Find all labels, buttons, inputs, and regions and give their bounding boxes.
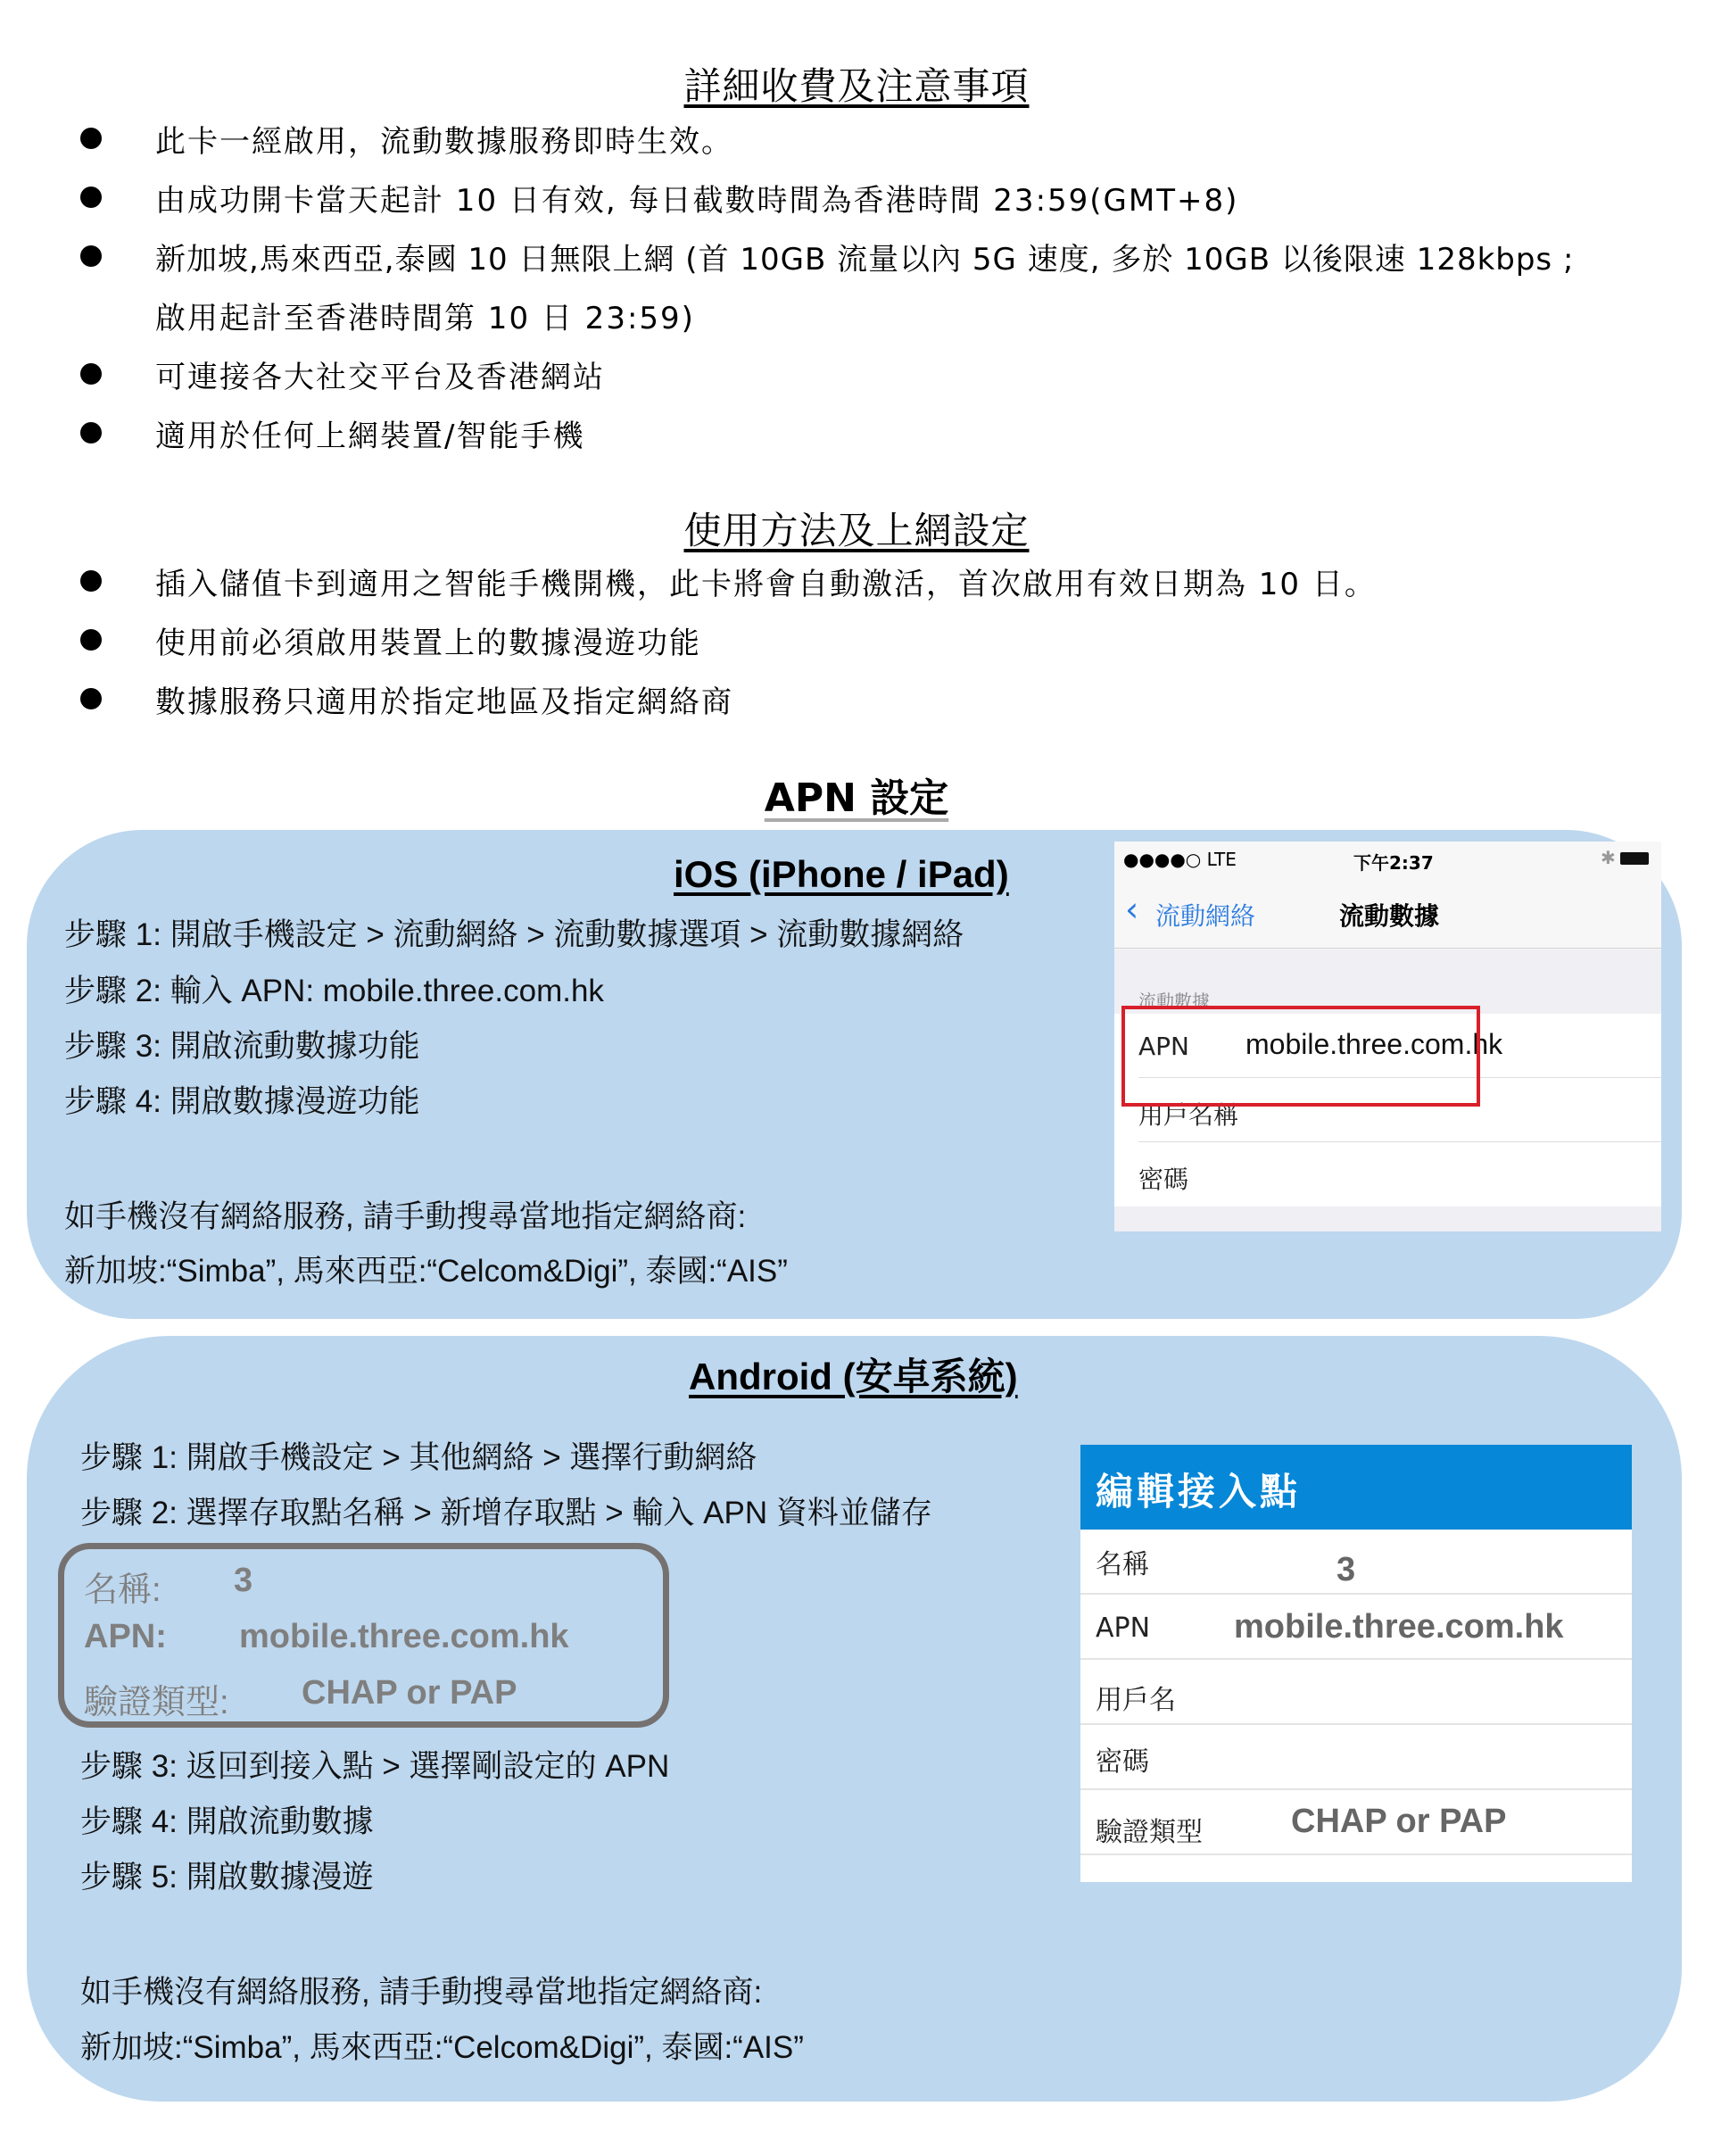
ios-network-note: 如手機沒有網絡服務, 請手動搜尋當地指定網絡商: — [64, 1199, 747, 1234]
nav-title: 流動數據 — [1339, 901, 1440, 931]
android-screenshot — [1080, 1445, 1632, 1882]
section-title-fees: 詳細收費及注意事項 — [683, 64, 1030, 108]
back-chevron-icon[interactable]: ‹ — [1125, 890, 1139, 929]
android-step-1: 步驟 1: 開啟手機設定 > 其他網絡 > 選擇行動網絡 — [80, 1440, 757, 1475]
auth-type-row[interactable]: 驗證類型 CHAP or PAP — [1080, 1790, 1632, 1855]
list-item-continuation: 啟用起計至香港時間第 10 日 23:59) — [155, 300, 695, 336]
android-step-5: 步驟 5: 開啟數據漫遊 — [80, 1860, 374, 1895]
bluetooth-icon: ✱ — [1601, 847, 1616, 868]
android-header-bar — [1080, 1445, 1632, 1530]
name-row[interactable]: 名稱 3 — [1080, 1530, 1632, 1595]
list-item: 數據服務只適用於指定地區及指定網絡商 — [80, 669, 1686, 728]
apn-row[interactable]: APN mobile.three.com.hk — [1114, 1014, 1661, 1078]
android-step-3: 步驟 3: 返回到接入點 > 選擇剛設定的 APN — [80, 1749, 670, 1784]
battery-icon — [1620, 852, 1649, 865]
bullet-icon — [80, 422, 102, 444]
list-item: 使用前必須啟用裝置上的數據漫遊功能 — [80, 610, 1686, 669]
bullet-icon — [80, 128, 102, 149]
bullet-icon — [80, 570, 102, 592]
android-operator-list: 新加坡:“Simba”, 馬來西亞:“Celcom&Digi”, 泰國:“AIS” — [80, 2030, 804, 2065]
android-header-title: 編輯接入點 — [1096, 1470, 1302, 1513]
bullet-icon — [80, 363, 102, 385]
ios-nav-bar — [1114, 877, 1661, 949]
ios-heading: iOS (iPhone / iPad) — [674, 853, 1009, 895]
fees-bullet-list — [80, 109, 1686, 462]
list-item: 此卡一經啟用，流動數據服務即時生效。 — [80, 109, 1686, 168]
apn-row[interactable]: APN mobile.three.com.hk — [1080, 1595, 1632, 1660]
ios-step-1: 步驟 1: 開啟手機設定 > 流動網絡 > 流動數據選項 > 流動數據網絡 — [64, 917, 964, 952]
android-step-4: 步驟 4: 開啟流動數據 — [80, 1804, 374, 1839]
apn-settings-title: APN 設定 — [764, 775, 949, 821]
bullet-icon — [80, 187, 102, 208]
list-item: 由成功開卡當天起計 10 日有效, 每日截數時間為香港時間 23:59(GMT+8) — [80, 168, 1686, 227]
list-item: 新加坡,馬來西亞,泰國 10 日無限上網 (首 10GB 流量以內 5G 速度, 多於 10GB 以後限速 128kbps ; — [80, 227, 1686, 286]
list-item: 插入儲值卡到適用之智能手機開機，此卡將會自動激活，首次啟用有效日期為 10 日。 — [80, 551, 1686, 610]
username-row[interactable]: 用戶名稱 — [1114, 1078, 1661, 1142]
back-button[interactable]: 流動網絡 — [1155, 901, 1256, 931]
android-step-2: 步驟 2: 選擇存取點名稱 > 新增存取點 > 輸入 APN 資料並儲存 — [80, 1496, 932, 1530]
password-row[interactable]: 密碼 — [1114, 1142, 1661, 1207]
apn-settings-box: 名稱: 3 APN: mobile.three.com.hk 驗證類型: CHAP or PAP — [58, 1543, 669, 1728]
android-network-note: 如手機沒有網絡服務, 請手動搜尋當地指定網絡商: — [80, 1975, 763, 2010]
android-heading: Android (安卓系統) — [689, 1356, 1018, 1397]
bullet-icon — [80, 629, 102, 651]
ios-step-3: 步驟 3: 開啟流動數據功能 — [64, 1029, 420, 1064]
ios-step-2: 步驟 2: 輸入 APN: mobile.three.com.hk — [64, 974, 604, 1008]
usage-bullet-list — [80, 551, 1686, 728]
ios-status-bar — [1114, 842, 1661, 877]
apn-highlight-box — [1121, 1006, 1480, 1107]
list-item: 適用於任何上網裝置/智能手機 — [80, 403, 1686, 462]
ios-operator-list: 新加坡:“Simba”, 馬來西亞:“Celcom&Digi”, 泰國:“AIS” — [64, 1254, 788, 1289]
list-item: 可連接各大社交平台及香港網站 — [80, 344, 1686, 403]
bullet-icon — [80, 688, 102, 709]
username-row[interactable]: 用戶名 — [1080, 1660, 1632, 1725]
password-row[interactable]: 密碼 — [1080, 1725, 1632, 1790]
ios-step-4: 步驟 4: 開啟數據漫遊功能 — [64, 1084, 420, 1119]
section-title-usage: 使用方法及上網設定 — [683, 509, 1030, 552]
apn-value[interactable]: mobile.three.com.hk — [1245, 1028, 1503, 1060]
bullet-icon — [80, 245, 102, 267]
status-time: 下午2:37 — [1353, 852, 1434, 874]
group-header: 流動數據 — [1138, 991, 1210, 1012]
signal-icon: ●●●●○ LTE — [1123, 849, 1237, 870]
